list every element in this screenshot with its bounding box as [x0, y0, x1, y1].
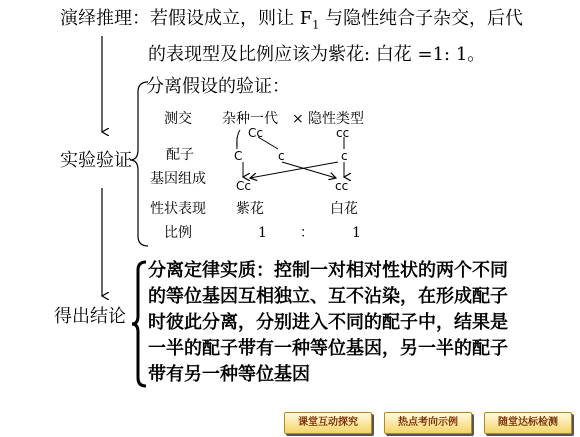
conclusion-line-4: 一半的配子带有一种等位基因，另一半的配子 [148, 338, 508, 359]
verify-brace [130, 82, 148, 246]
gamete-c-right: c [341, 149, 348, 163]
ratio-right: 1 [352, 225, 361, 241]
phenotype-label: 性状表现 [150, 201, 206, 217]
conclusion-line-1: 分离定律实质：控制一对相对性状的两个不同 [148, 260, 508, 281]
conclusion-label: 得出结论 [54, 306, 126, 327]
row-testcross-label: 测交 [164, 111, 192, 127]
conclusion-line-3: 时彼此分离，分别进入不同的配子中，结果是 [148, 312, 508, 333]
nav-button-class-interaction[interactable]: 课堂互动探究 [284, 412, 372, 434]
deduction-label: 演绎推理 [60, 8, 132, 29]
conclusion-line-2: 的等位基因互相独立、互不沾染，在形成配子 [148, 286, 508, 307]
parent-right-genotype: cc [336, 126, 350, 140]
gamete-label: 配子 [166, 147, 194, 163]
offspring-right-genotype: cc [335, 179, 349, 193]
line-c2-to-left-offspring [250, 162, 338, 178]
offspring-left-genotype: Cc [236, 179, 251, 193]
conclusion-brace [132, 262, 146, 386]
parent-left-genotype: Cc [248, 126, 263, 140]
deduction-text1-tail: 与隐性纯合子杂交，后代 [319, 8, 523, 29]
phenotype-right: 白花 [330, 201, 358, 217]
genotype-label: 基因组成 [150, 171, 206, 187]
hybrid-label: 杂种一代 [222, 111, 278, 127]
conclusion-line-5: 带有另一种等位基因 [148, 364, 310, 385]
deduction-text1: ：若假设成立，则让 F [132, 8, 313, 29]
ratio-colon: ： [300, 225, 314, 241]
deduction-line1 [60, 8, 523, 37]
phenotype-left: 紫花 [236, 201, 264, 217]
verify-label: 实验验证 [60, 150, 132, 171]
ratio-label: 比例 [164, 225, 192, 241]
verify-title: 分离假设的验证： [146, 76, 290, 97]
curve-left-parent [237, 130, 240, 148]
ratio-left: 1 [258, 225, 267, 241]
gamete-C: C [234, 149, 243, 163]
line-c-to-right-offspring [282, 162, 336, 178]
deduction-subscript: 1 [312, 18, 320, 32]
recessive-label: 隐性类型 [308, 111, 364, 127]
nav-button-practice-check[interactable]: 随堂达标检测 [484, 412, 572, 434]
times-sign: × [292, 111, 304, 127]
gamete-c-left: c [278, 149, 285, 163]
nav-button-hot-topics[interactable]: 热点考向示例 [384, 412, 472, 434]
deduction-line2: 的表现型及比例应该为紫花: 白花 =1: 1。 [148, 44, 486, 65]
